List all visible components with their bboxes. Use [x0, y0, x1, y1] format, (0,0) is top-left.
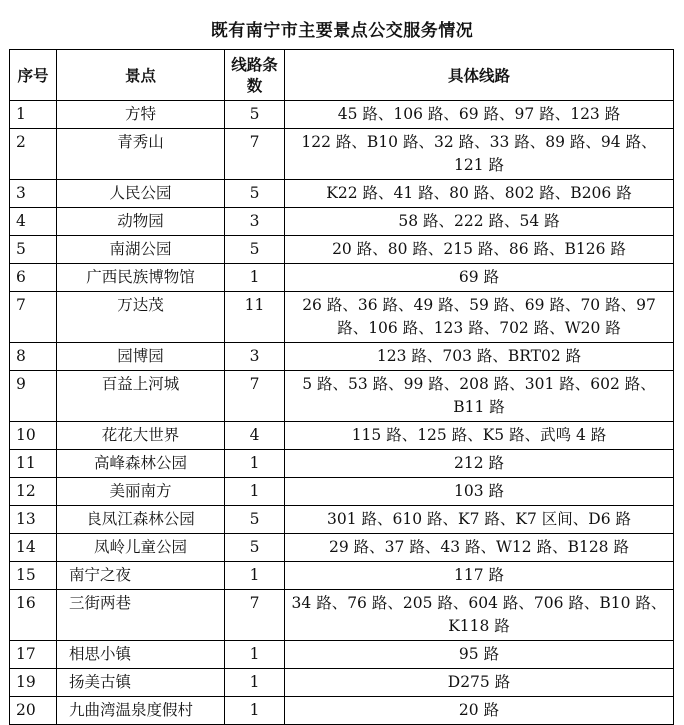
cell-spot: 百益上河城 [57, 371, 225, 422]
cell-routes: 26 路、36 路、49 路、59 路、69 路、70 路、97 路、106 路、123 路、702 路、W20 路 [285, 292, 674, 343]
cell-count: 4 [225, 422, 285, 450]
cell-spot: 良凤江森林公园 [57, 506, 225, 534]
cell-routes: 58 路、222 路、54 路 [285, 208, 674, 236]
table-row [10, 264, 674, 292]
cell-routes: 103 路 [285, 478, 674, 506]
cell-no: 8 [10, 343, 57, 371]
cell-no: 13 [10, 506, 57, 534]
cell-no: 12 [10, 478, 57, 506]
cell-spot: 三街两巷 [57, 590, 225, 641]
cell-spot: 花花大世界 [57, 422, 225, 450]
cell-count: 1 [225, 478, 285, 506]
table-row [10, 343, 674, 371]
cell-count: 5 [225, 506, 285, 534]
cell-spot: 广西民族博物馆 [57, 264, 225, 292]
cell-spot: 南宁之夜 [57, 562, 225, 590]
cell-no: 6 [10, 264, 57, 292]
cell-no: 11 [10, 450, 57, 478]
cell-count: 1 [225, 264, 285, 292]
table-row [10, 101, 674, 129]
table-row [10, 236, 674, 264]
cell-count: 3 [225, 343, 285, 371]
cell-count: 5 [225, 101, 285, 129]
cell-count: 1 [225, 450, 285, 478]
cell-routes: D275 路 [285, 669, 674, 697]
table-row [10, 641, 674, 669]
cell-no: 4 [10, 208, 57, 236]
cell-spot: 南湖公园 [57, 236, 225, 264]
cell-routes: 20 路 [285, 697, 674, 725]
cell-routes: 29 路、37 路、43 路、W12 路、B128 路 [285, 534, 674, 562]
cell-no: 5 [10, 236, 57, 264]
header-spot: 景点 [57, 50, 225, 101]
cell-no: 7 [10, 292, 57, 343]
cell-count: 5 [225, 236, 285, 264]
cell-count: 7 [225, 590, 285, 641]
cell-count: 7 [225, 371, 285, 422]
cell-count: 5 [225, 534, 285, 562]
table-row [10, 450, 674, 478]
cell-count: 1 [225, 562, 285, 590]
cell-spot: 方特 [57, 101, 225, 129]
cell-spot: 美丽南方 [57, 478, 225, 506]
cell-no: 1 [10, 101, 57, 129]
cell-spot: 人民公园 [57, 180, 225, 208]
table-row [10, 180, 674, 208]
cell-routes: 45 路、106 路、69 路、97 路、123 路 [285, 101, 674, 129]
cell-routes: 95 路 [285, 641, 674, 669]
cell-routes: 115 路、125 路、K5 路、武鸣 4 路 [285, 422, 674, 450]
table-row [10, 292, 674, 343]
cell-routes: 117 路 [285, 562, 674, 590]
table-row [10, 371, 674, 422]
table-row [10, 697, 674, 725]
table-row [10, 129, 674, 180]
table-row [10, 208, 674, 236]
header-count: 线路条数 [225, 50, 285, 101]
cell-routes: K22 路、41 路、80 路、802 路、B206 路 [285, 180, 674, 208]
cell-no: 16 [10, 590, 57, 641]
cell-routes: 5 路、53 路、99 路、208 路、301 路、602 路、B11 路 [285, 371, 674, 422]
table-row [10, 534, 674, 562]
table-row [10, 478, 674, 506]
cell-routes: 301 路、610 路、K7 路、K7 区间、D6 路 [285, 506, 674, 534]
table-row [10, 562, 674, 590]
cell-count: 1 [225, 641, 285, 669]
cell-spot: 高峰森林公园 [57, 450, 225, 478]
cell-no: 17 [10, 641, 57, 669]
table-row [10, 422, 674, 450]
bus-service-table [9, 49, 674, 725]
cell-spot: 相思小镇 [57, 641, 225, 669]
cell-spot: 凤岭儿童公园 [57, 534, 225, 562]
cell-no: 3 [10, 180, 57, 208]
cell-spot: 扬美古镇 [57, 669, 225, 697]
cell-spot: 动物园 [57, 208, 225, 236]
cell-routes: 20 路、80 路、215 路、86 路、B126 路 [285, 236, 674, 264]
cell-no: 10 [10, 422, 57, 450]
cell-spot: 园博园 [57, 343, 225, 371]
header-routes: 具体线路 [285, 50, 674, 101]
cell-count: 3 [225, 208, 285, 236]
cell-count: 5 [225, 180, 285, 208]
cell-routes: 212 路 [285, 450, 674, 478]
cell-spot: 青秀山 [57, 129, 225, 180]
table-row [10, 590, 674, 641]
table-row [10, 669, 674, 697]
cell-count: 11 [225, 292, 285, 343]
cell-spot: 九曲湾温泉度假村 [57, 697, 225, 725]
cell-no: 15 [10, 562, 57, 590]
cell-count: 7 [225, 129, 285, 180]
cell-spot: 万达茂 [57, 292, 225, 343]
cell-count: 1 [225, 697, 285, 725]
table-title: 既有南宁市主要景点公交服务情况 [210, 21, 474, 41]
header-row [10, 50, 674, 101]
cell-no: 9 [10, 371, 57, 422]
cell-no: 14 [10, 534, 57, 562]
cell-count: 1 [225, 669, 285, 697]
cell-routes: 122 路、B10 路、32 路、33 路、89 路、94 路、121 路 [285, 129, 674, 180]
table-row [10, 506, 674, 534]
cell-no: 2 [10, 129, 57, 180]
header-no: 序号 [10, 50, 57, 101]
cell-no: 20 [10, 697, 57, 725]
cell-routes: 123 路、703 路、BRT02 路 [285, 343, 674, 371]
cell-no: 19 [10, 669, 57, 697]
cell-routes: 34 路、76 路、205 路、604 路、706 路、B10 路、K118 路 [285, 590, 674, 641]
cell-routes: 69 路 [285, 264, 674, 292]
